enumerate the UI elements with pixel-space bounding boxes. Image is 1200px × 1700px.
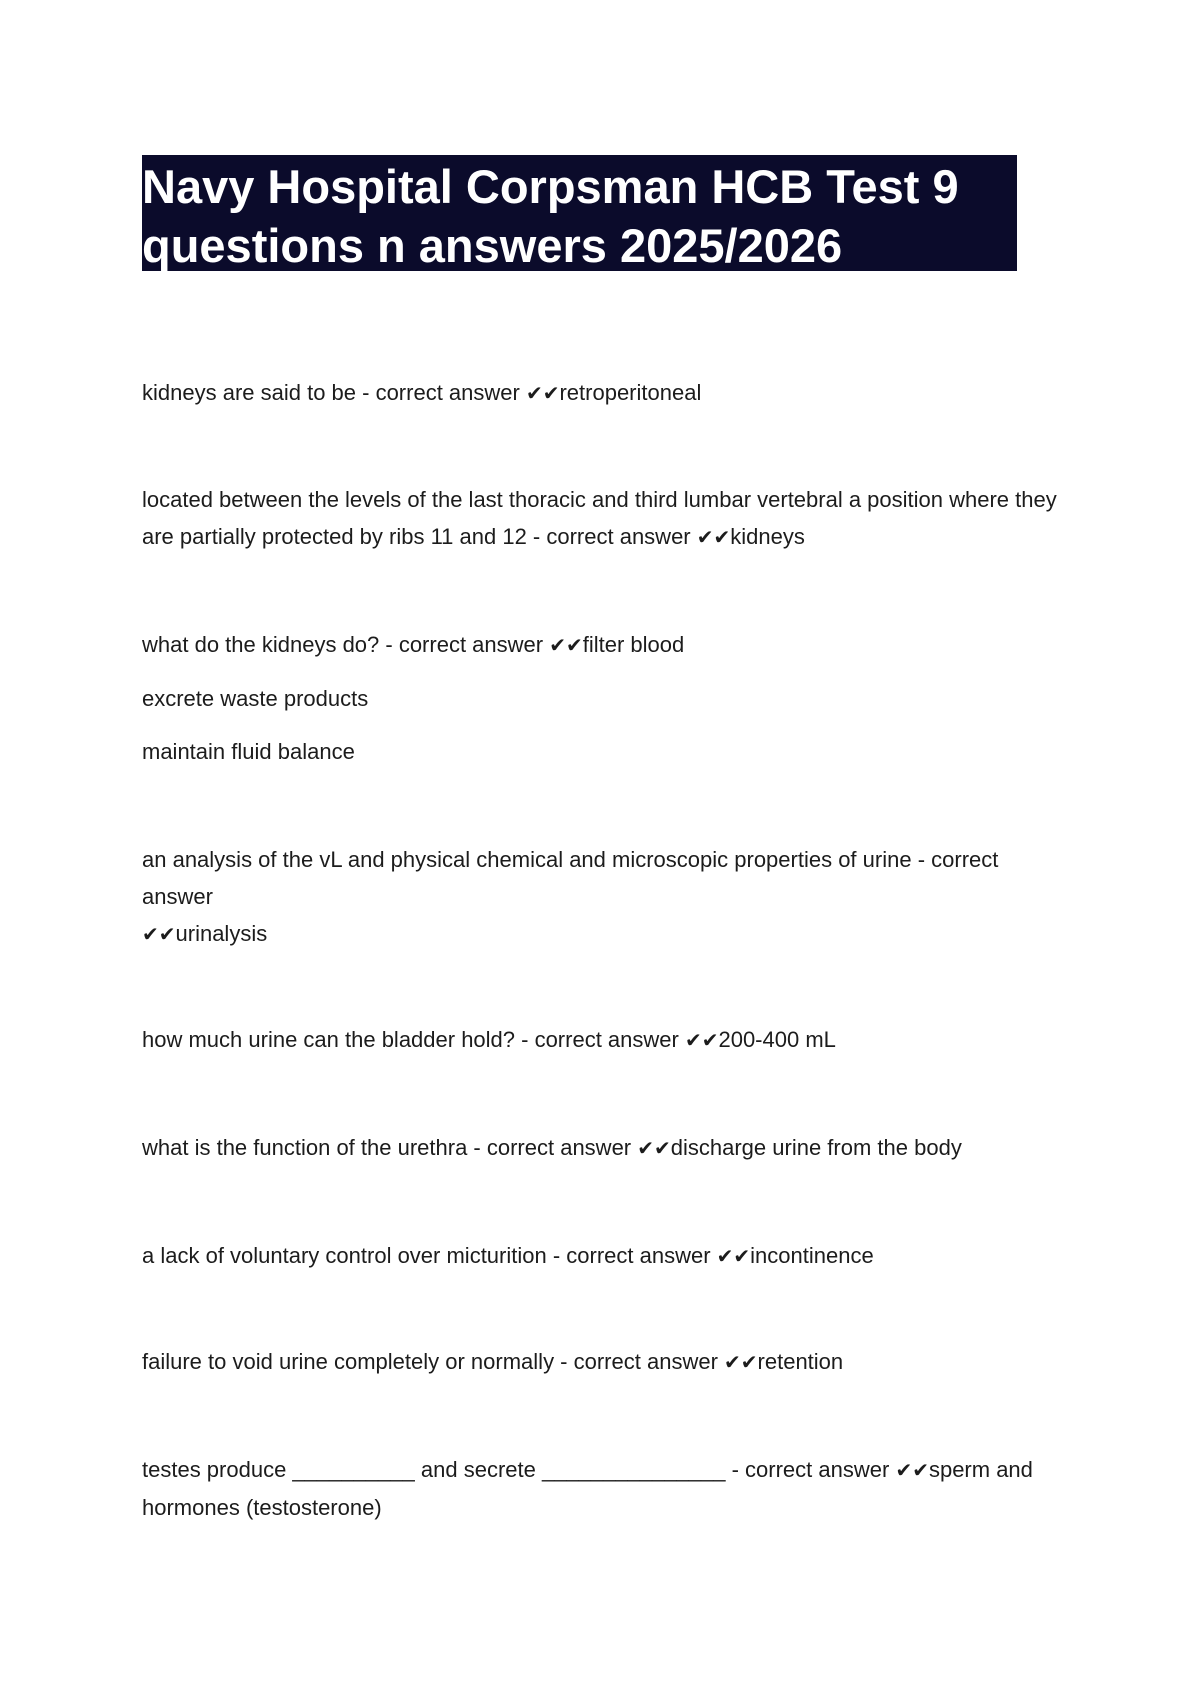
document-title bbox=[142, 155, 1017, 271]
double-check-icon: ✔✔ bbox=[684, 1028, 719, 1052]
answer-text: retention bbox=[757, 1349, 844, 1374]
question-text: what is the function of the urethra - correct answer bbox=[142, 1135, 638, 1160]
qa-item bbox=[142, 1451, 1072, 1526]
qa-list bbox=[142, 374, 1072, 1526]
double-check-icon: ✔✔ bbox=[637, 1136, 671, 1160]
question-text: failure to void urine completely or normally - correct answer bbox=[142, 1349, 725, 1374]
qa-item bbox=[142, 481, 1072, 556]
answer-text: urinalysis bbox=[175, 921, 268, 946]
double-check-icon: ✔✔ bbox=[895, 1458, 929, 1482]
qa-item bbox=[142, 1129, 1072, 1167]
question-text: a lack of voluntary control over micturition - correct answer bbox=[142, 1243, 717, 1268]
question-text: an analysis of the vL and physical chemical and microscopic properties of urine - correct answer bbox=[142, 847, 999, 909]
double-check-icon: ✔✔ bbox=[696, 525, 731, 549]
qa-item bbox=[142, 1237, 1072, 1275]
document-page bbox=[142, 155, 1072, 1526]
qa-item bbox=[142, 1343, 1072, 1381]
double-check-icon: ✔✔ bbox=[549, 633, 583, 657]
double-check-icon: ✔✔ bbox=[724, 1350, 758, 1374]
question-text: testes produce __________ and secrete _______________ - correct answer bbox=[142, 1457, 896, 1482]
qa-item bbox=[142, 1021, 1072, 1059]
answer-text: hormones (testosterone) bbox=[142, 1495, 382, 1520]
answer-text: incontinence bbox=[750, 1243, 874, 1268]
answer-text: discharge urine from the body bbox=[670, 1135, 962, 1160]
title-line-1: Navy Hospital Corpsman HCB Test 9 bbox=[142, 160, 959, 213]
question-text: how much urine can the bladder hold? - correct answer bbox=[142, 1027, 685, 1052]
answer-text: kidneys bbox=[730, 524, 805, 549]
answer-extra-line: maintain fluid balance bbox=[142, 739, 355, 764]
qa-item bbox=[142, 841, 1072, 953]
answer-text: filter blood bbox=[582, 632, 685, 657]
answer-text: sperm and bbox=[928, 1457, 1033, 1482]
question-text: are partially protected by ribs 11 and 12 - correct answer bbox=[142, 524, 697, 549]
question-text: what do the kidneys do? - correct answer bbox=[142, 632, 550, 657]
qa-item bbox=[142, 374, 1072, 412]
double-check-icon: ✔✔ bbox=[142, 922, 176, 946]
double-check-icon: ✔✔ bbox=[716, 1244, 751, 1268]
question-text: located between the levels of the last thoracic and third lumbar vertebral a position where they bbox=[142, 487, 1057, 512]
answer-text: retroperitoneal bbox=[559, 380, 702, 405]
double-check-icon: ✔✔ bbox=[525, 381, 560, 405]
qa-item bbox=[142, 626, 1072, 770]
answer-text: 200-400 mL bbox=[718, 1027, 836, 1052]
question-text: kidneys are said to be - correct answer bbox=[142, 380, 526, 405]
answer-extra-line: excrete waste products bbox=[142, 686, 369, 711]
title-line-2: questions n answers 2025/2026 bbox=[142, 219, 843, 272]
